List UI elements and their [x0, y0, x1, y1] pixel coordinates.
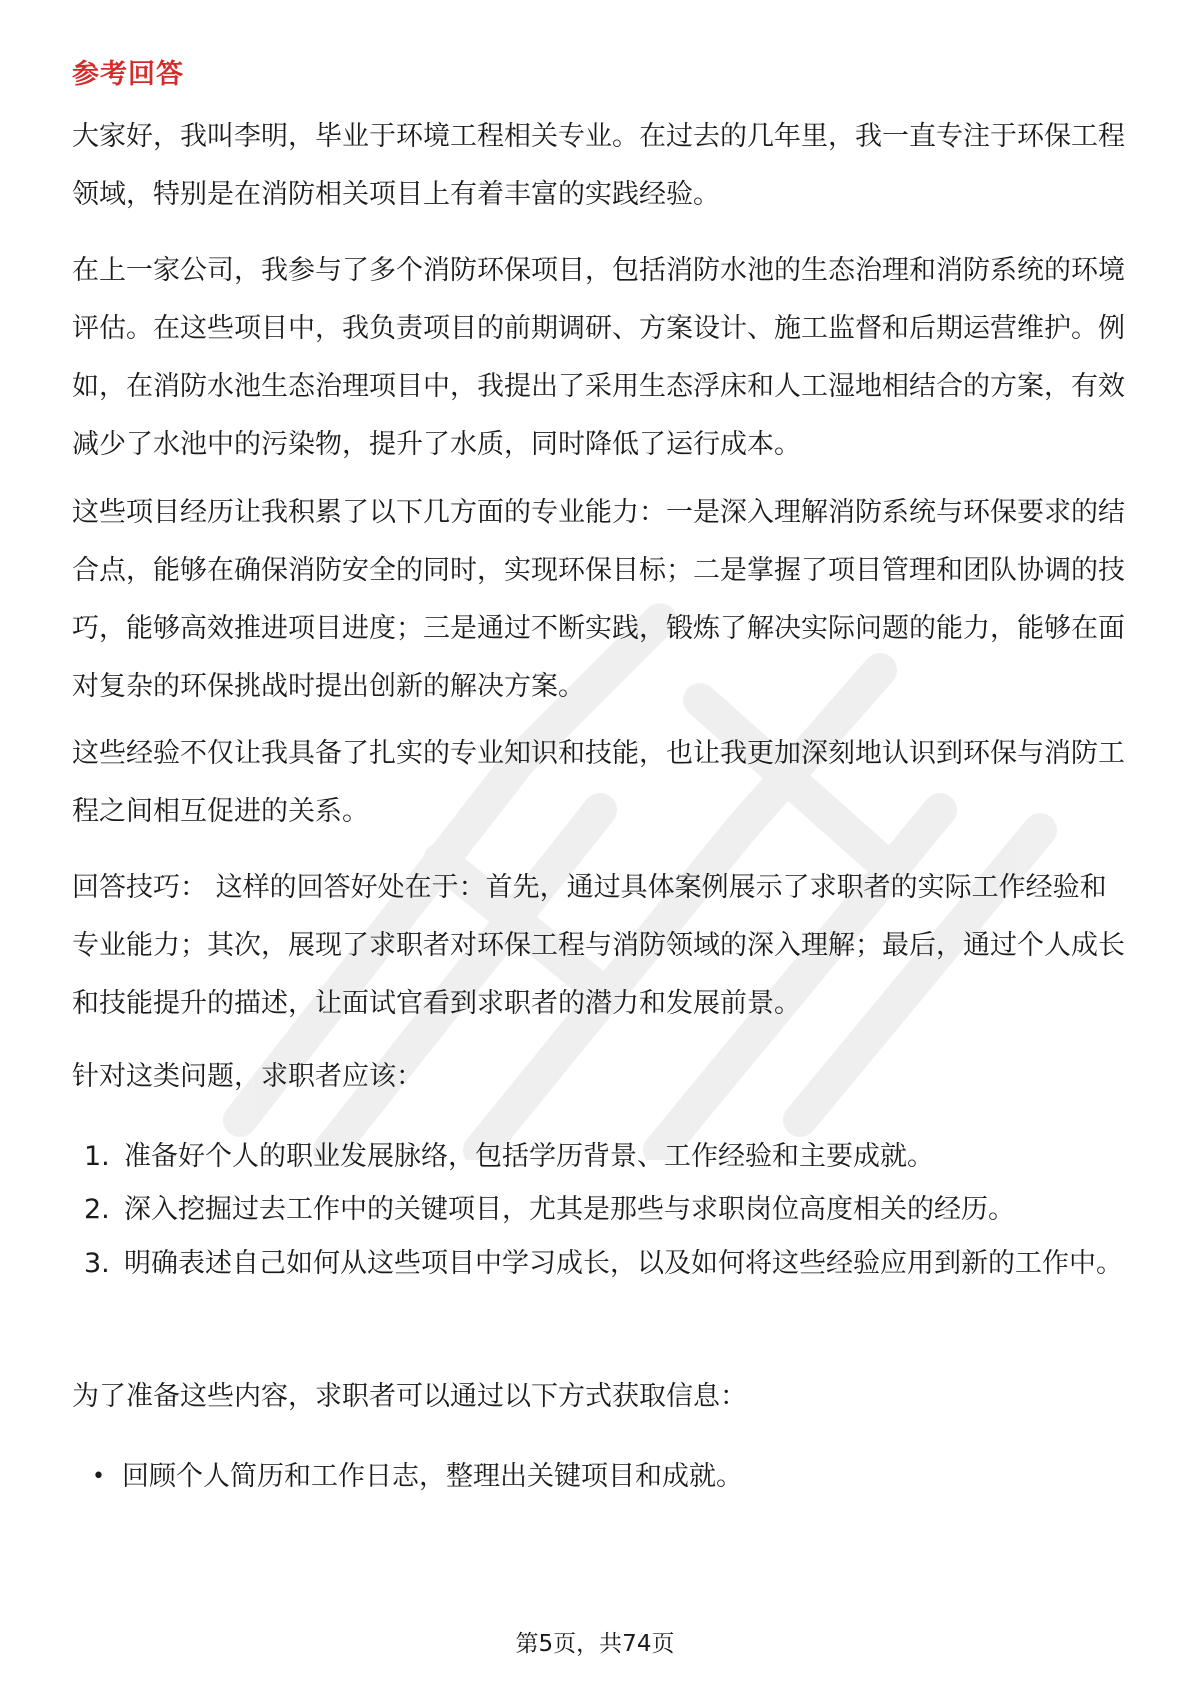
list-item-text: 明确表述自己如何从这些项目中学习成长，以及如何将这些经验应用到新的工作中。: [124, 1248, 1123, 1279]
paragraph-prep-intro: 为了准备这些内容，求职者可以通过以下方式获取信息：: [72, 1381, 747, 1412]
list-item-text: 准备好个人的职业发展脉络，包括学历背景、工作经验和主要成就。: [124, 1141, 934, 1172]
paragraph-intro: 大家好，我叫李明，毕业于环境工程相关专业。在过去的几年里，我一直专注于环保工程领域，特别是在消防相关项目上有着丰富的实践经验。: [72, 121, 1125, 210]
bullet-item-text: 回顾个人简历和工作日志，整理出关键项目和成就。: [122, 1461, 743, 1492]
paragraph-skills: 这些项目经历让我积累了以下几方面的专业能力：一是深入理解消防系统与环保要求的结合点，能够在确保消防安全的同时，实现环保目标；二是掌握了项目管理和团队协调的技巧，能够高效推进项目进度；三是通过不断实践，锻炼了解决实际问题的能力，能够在面对复杂的环保挑战时提出创新的解决方案。: [72, 497, 1125, 702]
bullet-dot: •: [92, 1464, 105, 1489]
list-number: 2.: [84, 1194, 110, 1225]
list-item: [84, 1181, 1124, 1239]
list-number: 3.: [84, 1248, 110, 1279]
paragraph-advice-intro: 针对这类问题，求职者应该：: [72, 1061, 423, 1092]
list-item-text: 深入挖掘过去工作中的关键项目，尤其是那些与求职岗位高度相关的经历。: [124, 1194, 1015, 1225]
list-item: [84, 1235, 1124, 1293]
paragraph-experience: 在上一家公司，我参与了多个消防环保项目，包括消防水池的生态治理和消防系统的环境评估。在这些项目中，我负责项目的前期调研、方案设计、施工监督和后期运营维护。例如，在消防水池生态治理项目中，我提出了采用生态浮床和人工湿地相结合的方案，有效减少了水池中的污染物，提升了水质，同时降低了运行成本。: [72, 255, 1125, 460]
list-number: 1.: [84, 1141, 110, 1172]
page-heading: 参考回答: [72, 59, 184, 90]
page-number-footer: 第5页，共74页: [515, 1631, 675, 1657]
bullet-item: [92, 1448, 1132, 1506]
list-item: [84, 1128, 1124, 1186]
paragraph-conclusion: 这些经验不仅让我具备了扎实的专业知识和技能，也让我更加深刻地认识到环保与消防工程之间相互促进的关系。: [72, 738, 1125, 827]
paragraph-tips: 回答技巧： 这样的回答好处在于：首先，通过具体案例展示了求职者的实际工作经验和专业能力；其次，展现了求职者对环保工程与消防领域的深入理解；最后，通过个人成长和技能提升的描述，让面试官看到求职者的潜力和发展前景。: [72, 872, 1125, 1019]
